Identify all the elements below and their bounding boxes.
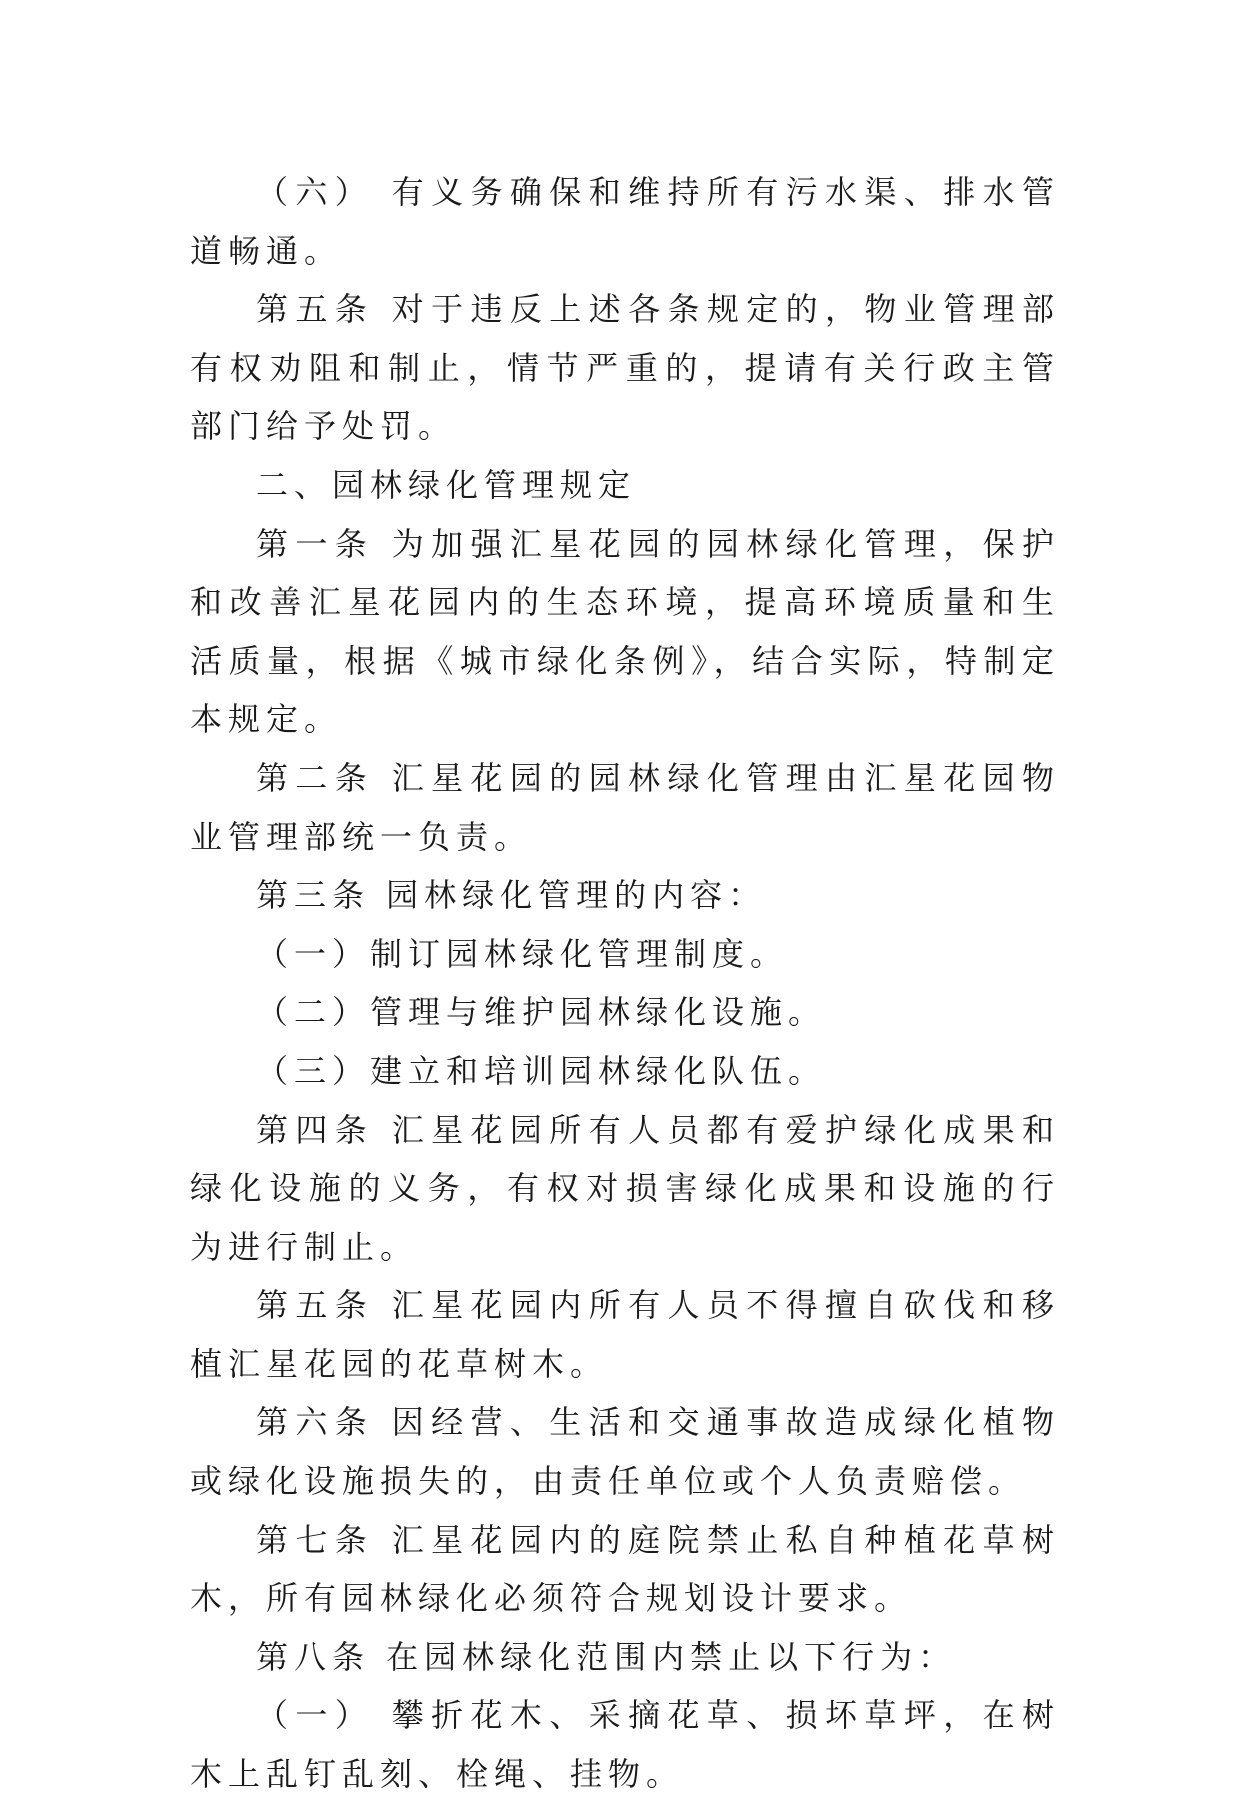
paragraph-article-3-item-2: （二）管理与维护园林绿化设施。: [256, 993, 827, 1032]
paragraph-article-3-item-1: （一）制订园林绿化管理制度。: [256, 934, 789, 973]
paragraph-article-8-item-1: （一） 攀折花木、采摘花草、损坏草坪，在树木上乱钉乱刻、栓绳、挂物。: [190, 1696, 1060, 1794]
paragraph-article-3: 第三条 园林绿化管理的内容：: [256, 876, 767, 915]
section-heading-landscaping: 二、园林绿化管理规定: [256, 465, 637, 504]
paragraph-article-8: 第八条 在园林绿化范围内禁止以下行为：: [256, 1637, 957, 1676]
paragraph-article-7: 第七条 汇星花园内的庭院禁止私自种植花草树木，所有园林绿化必须符合规划设计要求。: [190, 1520, 1060, 1618]
paragraph-article-6: 第六条 因经营、生活和交通事故造成绿化植物或绿化设施损失的，由责任单位或个人负责赔偿。: [190, 1403, 1060, 1501]
paragraph-article-5-penalty: 第五条 对于违反上述各条规定的，物业管理部有权劝阻和制止，情节严重的，提请有关行政主管部门给予处罚。: [190, 290, 1060, 446]
paragraph-article-1: 第一条 为加强汇星花园的园林绿化管理，保护和改善汇星花园内的生态环境，提高环境质量和生活质量，根据《城市绿化条例》，结合实际，特制定本规定。: [190, 524, 1060, 739]
paragraph-article-4: 第四条 汇星花园所有人员都有爱护绿化成果和绿化设施的义务，有权对损害绿化成果和设施的行为进行制止。: [190, 1110, 1060, 1266]
document-body: [190, 163, 1060, 1804]
paragraph-article-3-item-3: （三）建立和培训园林绿化队伍。: [256, 1051, 827, 1090]
paragraph-article-5: 第五条 汇星花园内所有人员不得擅自砍伐和移植汇星花园的花草树木。: [190, 1286, 1060, 1383]
paragraph-article-2: 第二条 汇星花园的园林绿化管理由汇星花园物业管理部统一负责。: [190, 758, 1060, 856]
paragraph-item-6-obligation: （六） 有义务确保和维持所有污水渠、排水管道畅通。: [190, 173, 1060, 270]
